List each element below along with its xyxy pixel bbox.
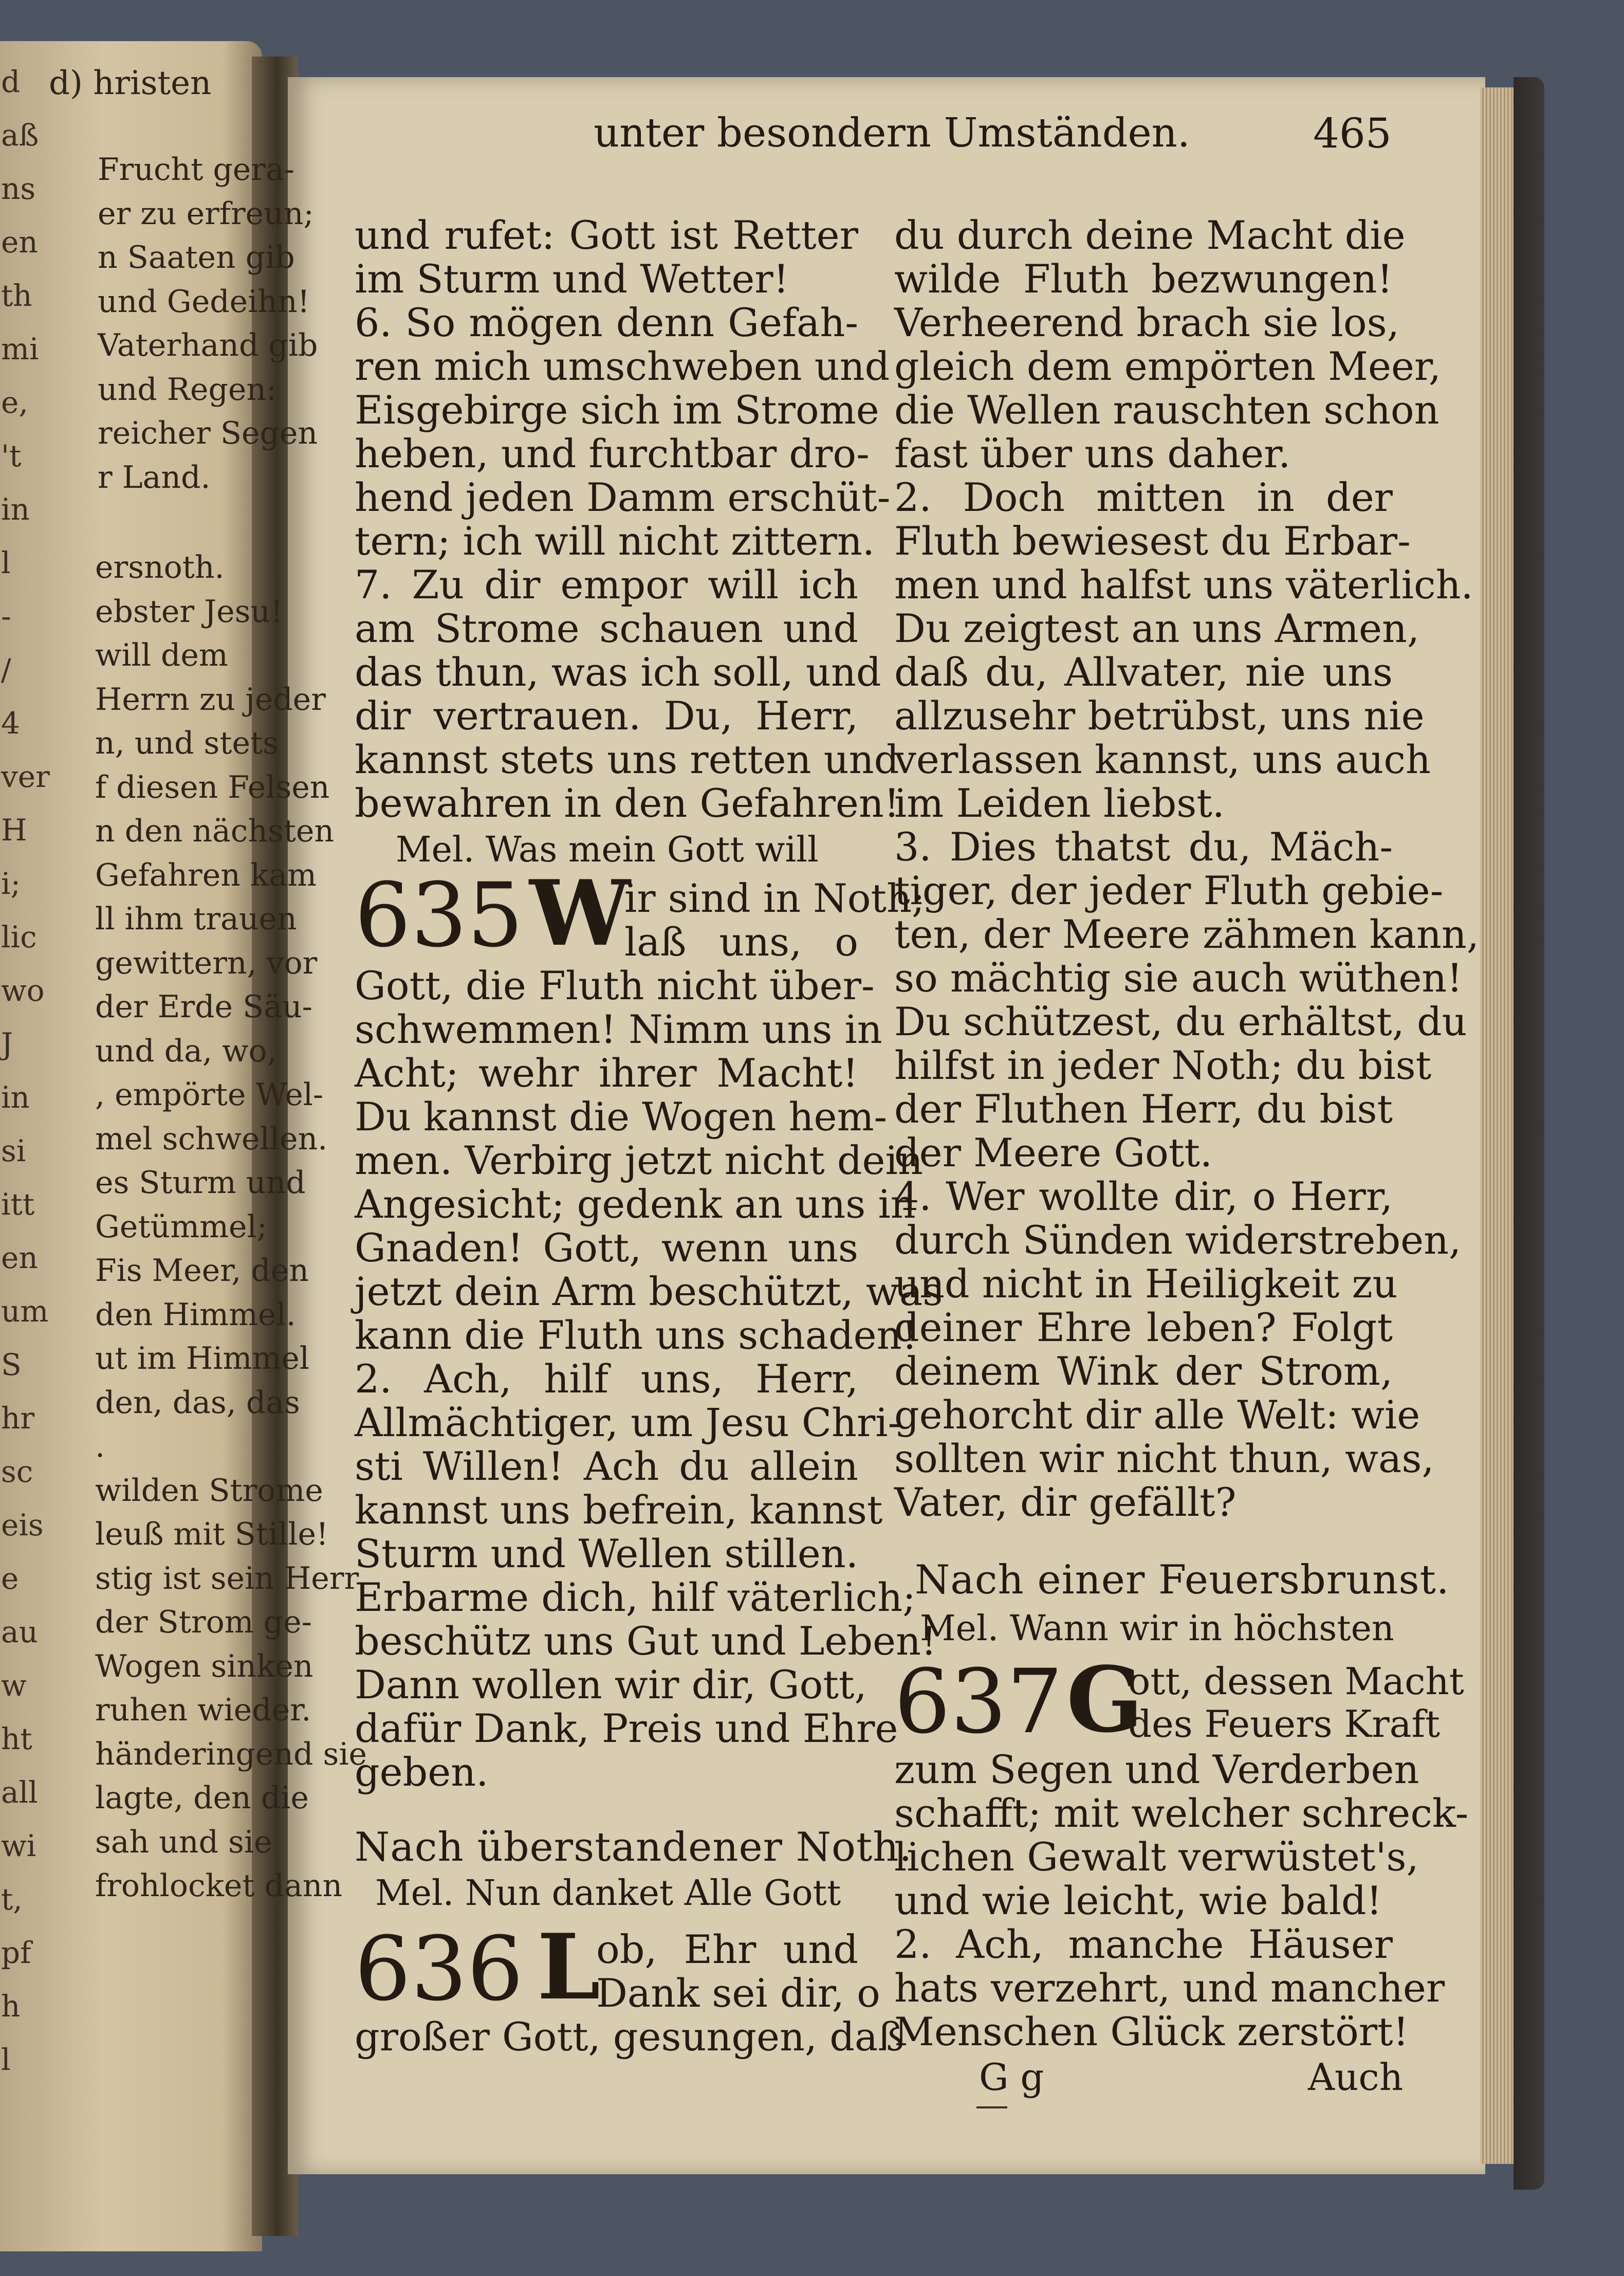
text-line: deiner Ehre leben? Folgt (894, 1305, 1393, 1350)
text-line: tern; ich will nicht zittern. (355, 518, 875, 564)
text-line: im Sturm und Wetter! (355, 256, 789, 302)
hymn-number-637: 637 (894, 1650, 1063, 1753)
hymn-line: hats verzehrt, und mancher (894, 1965, 1445, 2011)
left-page-fragment: Fis Meer, den (95, 1253, 309, 1289)
left-page-edge-letters: all (1, 1775, 38, 1810)
text-line: du durch deine Macht die (894, 212, 1406, 258)
text-line: dir vertrauen. Du, Herr, (355, 693, 858, 739)
text-line: der Fluthen Herr, du bist (894, 1086, 1393, 1132)
left-page-fragments (0, 0, 367, 2276)
left-page-edge-letters: h (1, 1989, 21, 2024)
signature-rule (976, 2106, 1007, 2108)
text-line: 6. So mögen denn Gefah- (355, 300, 858, 345)
text-line: gehorcht dir alle Welt: wie (894, 1392, 1420, 1438)
left-page-fragment: ll ihm trauen (95, 901, 297, 937)
left-page-edge-letters: 4 (1, 706, 20, 741)
hymn-line: Menschen Glück zerstört! (894, 2009, 1409, 2054)
hymn-line: Allmächtiger, um Jesu Chri- (355, 1400, 901, 1445)
left-page-edge-letters: w (1, 1668, 27, 1703)
hymn-line: kannst uns befrein, kannst (355, 1487, 883, 1533)
left-page-edge-letters: wi (1, 1828, 36, 1863)
hymn-line: 2. Ach, manche Häuser (894, 1921, 1393, 1967)
hymn-line: lichen Gewalt verwüstet's, (894, 1834, 1419, 1880)
text-line: die Wellen rauschten schon (894, 387, 1440, 433)
left-page-edge-letters: H (1, 813, 27, 848)
text-line: der Meere Gott. (894, 1130, 1213, 1176)
left-page-fragment: n Saaten gib (98, 240, 295, 276)
text-line: deinem Wink der Strom, (894, 1348, 1393, 1394)
left-page-edge-letters: / (1, 652, 11, 687)
hymn-line: sti Willen! Ach du allein (355, 1443, 858, 1489)
text-line: tiger, der jeder Fluth gebie- (894, 868, 1444, 913)
left-page-edge-letters: 't (1, 438, 22, 473)
left-page-edge-letters: e, (1, 385, 28, 420)
text-line: Vater, dir gefällt? (894, 1479, 1237, 1525)
left-page-fragment: der Strom ge- (95, 1604, 312, 1640)
text-line: Fluth bewiesest du Erbar- (894, 518, 1411, 564)
melody-line-635: Mel. Was mein Gott will (396, 830, 819, 870)
left-page-fragment: will dem (95, 637, 228, 673)
drop-cap-637: G (1066, 1647, 1143, 1753)
melody-line-637: Mel. Wann wir in höchsten (920, 1608, 1394, 1649)
hymn-635-first-line-2: laß uns, o (624, 919, 858, 965)
running-head: unter besondern Umständen. (594, 110, 1190, 156)
drop-cap-635: W (529, 861, 631, 966)
left-page-fragment: ruhen wieder. (95, 1692, 311, 1728)
page-edges (1480, 87, 1516, 2164)
left-page-fragment: sah und sie (95, 1824, 272, 1860)
left-page-fragment: r Land. (98, 459, 211, 495)
text-line: das thun, was ich soll, und (355, 649, 881, 695)
left-page-edge-letters: pf (1, 1935, 31, 1970)
text-line: Verheerend brach sie los, (894, 300, 1399, 345)
hymn-637-first-line-2: des Feuers Kraft (1128, 1702, 1441, 1746)
hymn-line: Gott, die Fluth nicht über- (355, 963, 875, 1008)
left-page-fragment: es Sturm und (95, 1165, 306, 1201)
hymn-636-line: großer Gott, gesungen, daß (355, 2014, 904, 2060)
left-page-edge-letters: en (1, 225, 38, 260)
left-page-fragment: . (95, 1428, 105, 1464)
text-line: 4. Wer wollte dir, o Herr, (894, 1173, 1393, 1219)
left-page-edge-letters: t, (1, 1882, 23, 1917)
left-page-edge-letters: wo (1, 973, 45, 1008)
left-page-fragment: Gefahren kam (95, 857, 317, 893)
hymn-line: Sturm und Wellen stillen. (355, 1531, 858, 1576)
hymn-line: zum Segen und Verderben (894, 1747, 1419, 1792)
book-cover-edge (1514, 77, 1544, 2190)
left-page-fragment: wilden Strome (95, 1472, 323, 1509)
left-page-fragment: Herrn zu jeder (95, 681, 326, 718)
left-page-edge-letters: l (1, 2042, 11, 2077)
left-page-edge-letters: eis (1, 1508, 44, 1543)
left-page-edge-letters: itt (1, 1187, 35, 1222)
left-page-fragment: leuß mit Stille! (95, 1516, 329, 1552)
hymn-line: und wie leicht, wie bald! (894, 1878, 1382, 1923)
left-page-edge-letters: S (1, 1347, 22, 1382)
hymn-636-first-line-2: Dank sei dir, o (596, 1970, 880, 2016)
left-page-fragment: mel schwellen. (95, 1121, 328, 1157)
left-page-fragment: Getümmel; (95, 1208, 267, 1245)
left-page-edge-letters: - (1, 599, 11, 634)
text-line: hend jeden Damm erschüt- (355, 474, 891, 520)
left-page-fragment: und da, wo, (95, 1033, 277, 1069)
left-page-edge-letters: l (1, 545, 11, 580)
left-page-edge-letters: aß (1, 118, 39, 153)
left-page-edge-letters: i; (1, 866, 21, 901)
left-page-fragment: und Gedeihn! (98, 283, 310, 320)
left-page-fragment: f diesen Felsen (95, 769, 330, 805)
text-line: ten, der Meere zähmen kann, (894, 911, 1479, 957)
text-line: Eisgebirge sich im Strome (355, 387, 879, 433)
left-page-edge-letters: si (1, 1133, 26, 1168)
left-page-fragment: der Erde Säu- (95, 989, 312, 1025)
left-page-edge-letters: lic (1, 920, 37, 955)
left-page-fragment: Vaterhand gib (98, 327, 318, 363)
section-heading-636: Nach überstandener Noth. (355, 1824, 913, 1870)
hymn-line: Dann wollen wir dir, Gott, (355, 1662, 867, 1708)
hymn-line: schafft; mit welcher schreck- (894, 1790, 1469, 1836)
hymn-line: Angesicht; gedenk an uns in (355, 1181, 916, 1227)
drop-cap-636: L (537, 1915, 601, 2020)
left-page-fragment: Frucht gera- (98, 152, 295, 188)
hymn-line: jetzt dein Arm beschützt, was (355, 1269, 943, 1314)
hymn-line: beschütz uns Gut und Leben! (355, 1618, 937, 1664)
hymn-number-636: 636 (355, 1917, 524, 2021)
text-line: Du zeigtest an uns Armen, (894, 605, 1420, 651)
left-page-fragment: frohlocket dann (95, 1868, 343, 1904)
left-page-edge-letters: mi (1, 332, 39, 366)
text-line: 2. Doch mitten in der (894, 474, 1393, 520)
left-page-edge-letters: ht (1, 1721, 32, 1756)
text-line: 3. Dies thatst du, Mäch- (894, 824, 1393, 870)
left-page-fragment: n, und stets (95, 725, 279, 761)
left-page-fragment: gewittern, vor (95, 945, 318, 981)
left-page-fragment: den Himmel. (95, 1296, 296, 1333)
text-line: Du schützest, du erhältst, du (894, 999, 1467, 1044)
page-number: 465 (1313, 109, 1392, 157)
text-line: und rufet: Gott ist Retter (355, 212, 858, 258)
text-line: so mächtig sie auch wüthen! (894, 955, 1463, 1001)
left-page-fragment: ersnoth. (95, 549, 225, 585)
text-line: hilfst in jeder Noth; du bist (894, 1042, 1432, 1088)
left-page-header: d) hristen (49, 64, 212, 102)
hymn-line: Gnaden! Gott, wenn uns (355, 1225, 858, 1271)
text-line: verlassen kannst, uns auch (894, 737, 1431, 782)
text-line: und nicht in Heiligkeit zu (894, 1261, 1398, 1307)
left-page-edge-letters: J (1, 1026, 13, 1061)
left-page-edge-letters: hr (1, 1401, 35, 1436)
left-page-fragment: ebster Jesu! (95, 593, 283, 630)
text-line: allzusehr betrübst, uns nie (894, 693, 1425, 739)
hymn-line: Acht; wehr ihrer Macht! (355, 1050, 858, 1096)
hymn-636-first-line-1: ob, Ehr und (596, 1926, 858, 1972)
text-line: 7. Zu dir empor will ich (355, 562, 858, 608)
left-page-edge-letters: in (1, 1080, 30, 1115)
text-line: im Leiden liebst. (894, 780, 1225, 826)
text-line: wilde Fluth bezwungen! (894, 256, 1393, 302)
text-line: ren mich umschweben und (355, 343, 890, 389)
text-line: men und halfst uns väterlich. (894, 562, 1473, 608)
text-line: bewahren in den Gefahren! (355, 780, 900, 826)
left-page-fragment: stig ist sein Herr (95, 1560, 359, 1596)
text-line: daß du, Allvater, nie uns (894, 649, 1393, 695)
text-line: gleich dem empörten Meer, (894, 343, 1442, 389)
hymn-line: Du kannst die Wogen hem- (355, 1094, 888, 1140)
left-page-edge-letters: d (1, 64, 21, 99)
text-line: am Strome schauen und (355, 605, 858, 651)
left-page-edge-letters: sc (1, 1454, 33, 1489)
text-line: fast über uns daher. (894, 431, 1291, 476)
hymn-line: dafür Dank, Preis und Ehre (355, 1705, 898, 1751)
left-page-fragment: er zu erfreun; (98, 195, 314, 232)
left-page-edge-letters: um (1, 1294, 49, 1329)
hymn-line: geben. (355, 1749, 489, 1795)
left-page-fragment: und Regen: (98, 371, 277, 408)
hymn-line: Erbarme dich, hilf väterlich; (355, 1574, 916, 1620)
left-page-edge-letters: ver (1, 759, 50, 794)
left-page-fragment: lagte, den die (95, 1780, 309, 1816)
left-page-edge-letters: in (1, 492, 30, 527)
left-page-fragment: reicher Segen (98, 415, 318, 451)
hymn-line: schwemmen! Nimm uns in (355, 1006, 882, 1052)
hymn-number-635: 635 (355, 864, 524, 967)
catchword: Auch (1308, 2055, 1404, 2099)
hymn-line: 2. Ach, hilf uns, Herr, (355, 1356, 858, 1402)
hymn-line: men. Verbirg jetzt nicht dein (355, 1137, 923, 1183)
left-page-fragment: n den nächsten (95, 813, 335, 849)
left-page-edge-letters: au (1, 1614, 38, 1649)
signature-mark: G g (979, 2055, 1044, 2099)
left-page-edge-letters: th (1, 278, 32, 313)
left-page-fragment: den, das, das (95, 1384, 300, 1421)
left-page-edge-letters: ns (1, 171, 36, 206)
left-page-edge-letters: e (1, 1561, 19, 1596)
left-page-fragment: ut im Himmel (95, 1341, 309, 1376)
left-page-fragment: , empörte Wel- (95, 1077, 324, 1113)
left-page-fragment: Wogen sinken (95, 1648, 313, 1684)
section-heading-637: Nach einer Feuersbrunst. (915, 1557, 1450, 1603)
melody-line-636: Mel. Nun danket Alle Gott (375, 1873, 841, 1914)
text-line: sollten wir nicht thun, was, (894, 1436, 1434, 1481)
hymn-line: kann die Fluth uns schaden! (355, 1312, 918, 1358)
text-line: kannst stets uns retten und (355, 737, 899, 782)
left-page-edge-letters: en (1, 1240, 38, 1275)
text-line: heben, und furchtbar dro- (355, 431, 870, 476)
hymn-635-first-line-1: ir sind in Noth; (624, 875, 925, 921)
hymn-637-first-line-1: ott, dessen Macht (1128, 1660, 1464, 1703)
text-line: durch Sünden widerstreben, (894, 1217, 1462, 1263)
left-page-fragment: händeringend sie (95, 1736, 367, 1772)
